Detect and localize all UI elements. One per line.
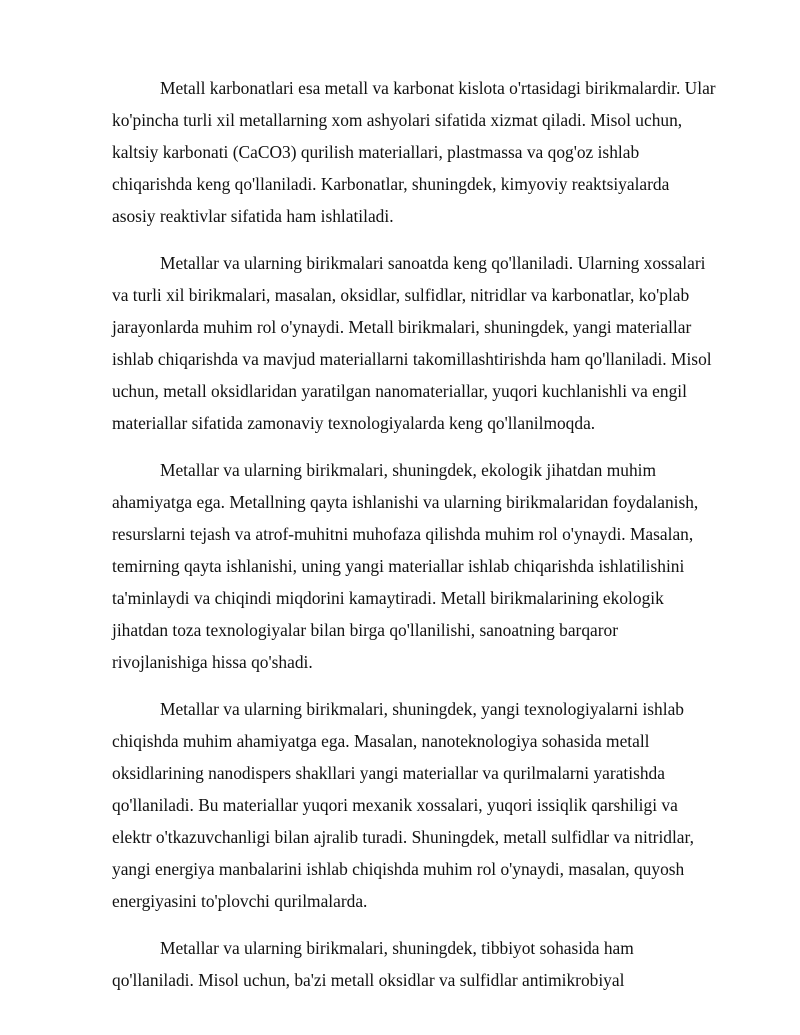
text-line: qo'llaniladi. Misol uchun, ba'zi metall oksidlar va sulfidlar antimikrobiyal [112,970,625,990]
paragraph-2 [112,247,744,439]
text-line: va turli xil birikmalari, masalan, oksidlar, sulfidlar, nitridlar va karbonatlar, ko'plab [112,285,690,305]
text-line: ko'pincha turli xil metallarning xom ashyolari sifatida xizmat qiladi. Misol uchun, [112,110,683,130]
paragraph-5 [112,932,744,996]
text-line: elektr o'tkazuvchanligi bilan ajralib turadi. Shuningdek, metall sulfidlar va nitridlar, [112,827,694,847]
text-line: Metallar va ularning birikmalari, shuningdek, yangi texnologiyalarni ishlab [160,699,685,719]
text-line: temirning qayta ishlanishi, uning yangi materiallar ishlab chiqarishda ishlatilishini [112,556,685,576]
text-line: rivojlanishiga hissa qo'shadi. [112,652,313,672]
text-line: energiyasini to'plovchi qurilmalarda. [112,891,368,911]
text-line: oksidlarining nanodispers shakllari yangi materiallar va qurilmalarni yaratishda [112,763,665,783]
text-line: jarayonlarda muhim rol o'ynaydi. Metall birikmalari, shuningdek, yangi materiallar [112,317,692,337]
text-line: Metallar va ularning birikmalari sanoatda keng qo'llaniladi. Ularning xossalari [160,253,706,273]
text-line: kaltsiy karbonati (CaCO3) qurilish materiallari, plastmassa va qog'oz ishlab [112,142,640,162]
text-line: ishlab chiqarishda va mavjud materiallarni takomillashtirishda ham qo'llaniladi. Misol [112,349,712,369]
text-line: chiqishda muhim ahamiyatga ega. Masalan, nanoteknologiya sohasida metall [112,731,650,751]
text-line: chiqarishda keng qo'llaniladi. Karbonatlar, shuningdek, kimyoviy reaktsiyalarda [112,174,670,194]
text-line: Metallar va ularning birikmalari, shuningdek, tibbiyot sohasida ham [160,938,634,958]
text-line: Metallar va ularning birikmalari, shuningdek, ekologik jihatdan muhim [160,460,657,480]
paragraph-1 [112,72,744,232]
paragraph-4 [112,693,744,917]
text-line: resurslarni tejash va atrof-muhitni muhofaza qilishda muhim rol o'ynaydi. Masalan, [112,524,694,544]
text-line: ta'minlaydi va chiqindi miqdorini kamaytiradi. Metall birikmalarining ekologik [112,588,664,608]
text-line: materiallar sifatida zamonaviy texnologiyalarda keng qo'llanilmoqda. [112,413,596,433]
document-body [112,72,744,1011]
text-line: uchun, metall oksidlaridan yaratilgan nanomateriallar, yuqori kuchlanishli va engil [112,381,687,401]
paragraph-3 [112,454,744,678]
text-line: asosiy reaktivlar sifatida ham ishlatiladi. [112,206,394,226]
text-line: yangi energiya manbalarini ishlab chiqishda muhim rol o'ynaydi, masalan, quyosh [112,859,685,879]
text-line: ahamiyatga ega. Metallning qayta ishlanishi va ularning birikmalaridan foydalanish, [112,492,699,512]
text-line: Metall karbonatlari esa metall va karbonat kislota o'rtasidagi birikmalardir. Ular [160,78,716,98]
text-line: jihatdan toza texnologiyalar bilan birga qo'llanilishi, sanoatning barqaror [112,620,619,640]
text-line: qo'llaniladi. Bu materiallar yuqori mexanik xossalari, yuqori issiqlik qarshiligi va [112,795,678,815]
